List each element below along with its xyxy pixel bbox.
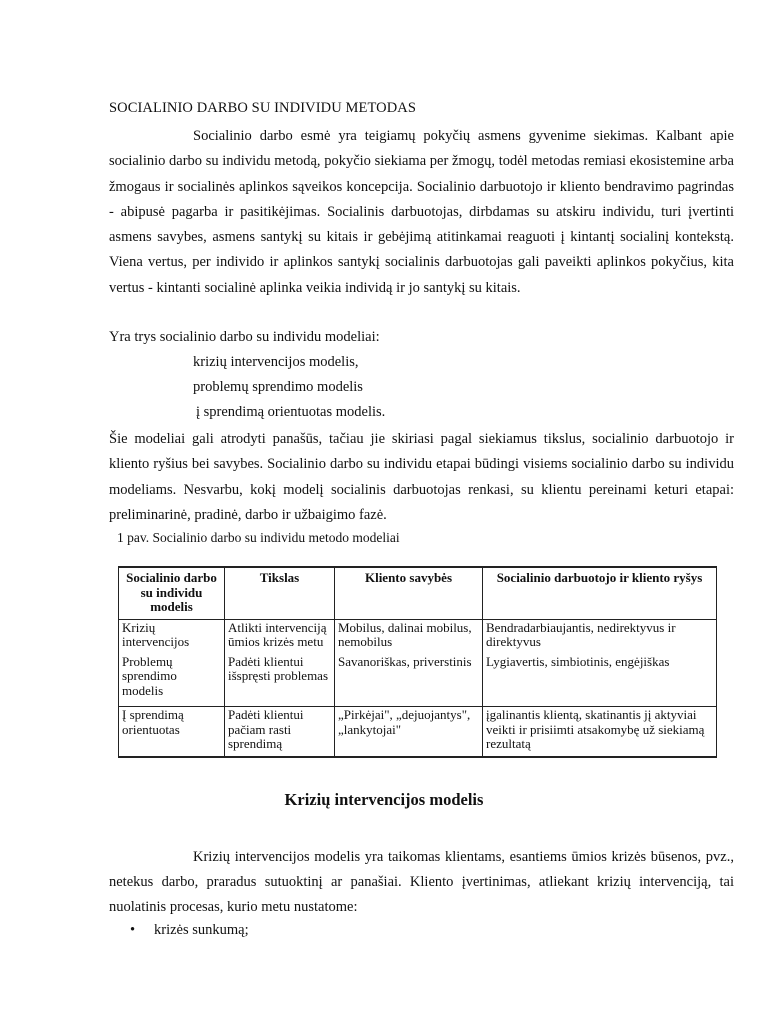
bullet-list-item xyxy=(130,922,249,939)
models-table xyxy=(118,566,717,758)
table-cell: Mobilus, dalinai mobilus, nemobilus xyxy=(335,619,483,654)
crisis-paragraph-text: Krizių intervencijos modelis yra taikomas klientams, esantiems ūmios krizės būsenos, pvz., netekus darbo, praradus sutuoktinį ar panašiai. Kliento įvertinimas, atliekant krizių intervenciją, tai nuolatinis procesas, kurio metu nustatome: xyxy=(109,849,734,915)
header-relationship: Socialinio darbuotojo ir kliento ryšys xyxy=(483,567,717,619)
section-title: Krizių intervencijos modelis xyxy=(284,790,484,809)
model-list-item: problemų sprendimo modelis xyxy=(193,379,363,395)
table-cell: Padėti klientui išspręsti problemas xyxy=(225,654,335,707)
intro-paragraph xyxy=(109,124,734,301)
bullet-icon: • xyxy=(130,922,136,938)
bullet-text: krizės sunkumą; xyxy=(154,922,249,938)
table-cell: Padėti klientui pačiam rasti sprendimą xyxy=(225,707,335,757)
document-heading: SOCIALINIO DARBO SU INDIVIDU METODAS xyxy=(109,100,417,116)
table-caption: 1 pav. Socialinio darbo su individu metodo modeliai xyxy=(117,530,400,545)
header-client-traits: Kliento savybės xyxy=(335,567,483,619)
table-cell: įgalinantis klientą, skatinantis jį aktyviai veikti ir prisiimti atsakomybę už siekiamą rezultatą xyxy=(483,707,717,757)
table-cell: Problemų sprendimo modelis xyxy=(119,654,225,707)
model-list-item: krizių intervencijos modelis, xyxy=(193,354,359,370)
table-cell: Atlikti intervenciją ūmios krizės metu xyxy=(225,619,335,654)
table-cell: Lygiavertis, simbiotinis, engėjiškas xyxy=(483,654,717,707)
table-header-row xyxy=(119,567,717,619)
table-row xyxy=(119,654,717,707)
model-list-item: į sprendimą orientuotas modelis. xyxy=(196,404,386,420)
intro-paragraph-text: Socialinio darbo esmė yra teigiamų pokyčių asmens gyvenime siekimas. Kalbant apie socialinio darbo su individu metodą, pokyčio siekiama per žmogų, todėl metodas remiasi ekosistemine arba žmogaus ir socialinės aplinkos sąveikos koncepcija. Socialinio darbuotojo ir kliento bendravimo pagrindas - abipusė pagarba ir pasitikėjimas. Socialinis darbuotojas, dirbdamas su atskiru individu, turi įvertinti asmens savybes, asmens santykį su kitais ir gebėjimą atitinkamai reaguoti į kintantį socialinį kontekstą. Viena vertus, per individo ir aplinkos santykį socialinis darbuotojas gali paveikti aplinkos pokyčius, kita vertus - kintanti socialinė aplinka veikia individą ir jo santykį su kitais. xyxy=(109,128,734,296)
table-cell: Bendradarbiaujantis, nedirektyvus ir direktyvus xyxy=(483,619,717,654)
models-intro: Yra trys socialinio darbo su individu modeliai: xyxy=(109,329,380,345)
header-model: Socialinio darbo su individu modelis xyxy=(119,567,225,619)
table-cell: „Pirkėjai", „dejuojantys", „lankytojai" xyxy=(335,707,483,757)
table-cell: Savanoriškas, priverstinis xyxy=(335,654,483,707)
table-cell: Krizių intervencijos xyxy=(119,619,225,654)
header-goal: Tikslas xyxy=(225,567,335,619)
table-cell: Į sprendimą orientuotas xyxy=(119,707,225,757)
crisis-paragraph xyxy=(109,845,734,920)
table-row xyxy=(119,619,717,654)
models-paragraph: Šie modeliai gali atrodyti panašūs, tačiau jie skiriasi pagal siekiamus tikslus, socialinio darbuotojo ir kliento ryšius bei savybes. Socialinio darbo su individu etapai būdingi visiems socialinio darbo su individu modeliams. Nesvarbu, kokį modelį socialinis darbuotojas renkasi, su klientu pereinami keturi etapai: preliminarinė, pradinė, darbo ir užbaigimo fazė. xyxy=(109,431,734,523)
table-row xyxy=(119,707,717,757)
